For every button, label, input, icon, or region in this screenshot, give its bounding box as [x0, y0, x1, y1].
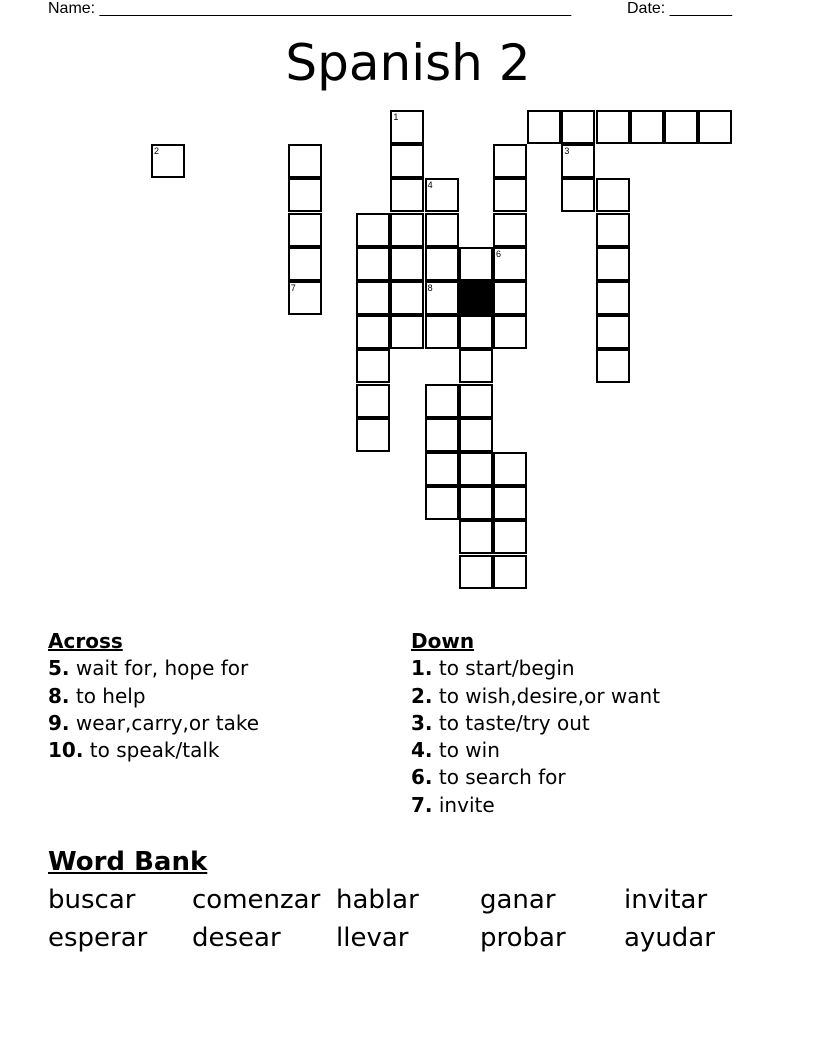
crossword-cell[interactable] [596, 281, 630, 315]
crossword-cell[interactable] [459, 555, 493, 589]
across-clues [48, 628, 259, 764]
across-clue [48, 737, 259, 764]
page-title: Spanish 2 [285, 34, 531, 92]
word-bank-title: Word Bank [48, 847, 208, 877]
across-clue [48, 683, 259, 710]
crossword-cell[interactable] [390, 178, 424, 212]
crossword-cell[interactable] [493, 555, 527, 589]
word-bank-word: ganar [480, 885, 556, 915]
crossword-cell[interactable] [493, 452, 527, 486]
crossword-cell[interactable] [561, 110, 595, 144]
across-heading: Across [48, 629, 123, 653]
clue-number: 3. [411, 710, 433, 735]
down-clues [411, 628, 660, 819]
clue-number: 5. [48, 656, 70, 681]
down-clue [411, 683, 660, 710]
crossword-cell[interactable] [390, 247, 424, 281]
crossword-cell[interactable] [596, 349, 630, 383]
crossword-cell[interactable] [630, 110, 664, 144]
word-bank-word: hablar [336, 885, 419, 915]
word-bank-word: probar [480, 923, 566, 953]
crossword-cell[interactable] [151, 144, 185, 178]
crossword-cell[interactable] [493, 213, 527, 247]
date-field: Date: _______ [627, 0, 732, 17]
down-clue [411, 792, 660, 819]
word-bank-word: llevar [336, 923, 409, 953]
word-bank-word: ayudar [624, 923, 715, 953]
crossword-black-cell [459, 281, 493, 315]
crossword-cell[interactable] [356, 213, 390, 247]
clue-text: to search for [432, 765, 566, 790]
crossword-cell[interactable] [459, 384, 493, 418]
crossword-cell[interactable] [425, 315, 459, 349]
word-bank-word: desear [192, 923, 281, 953]
crossword-cell[interactable] [288, 213, 322, 247]
crossword-cell[interactable] [356, 418, 390, 452]
crossword-cell[interactable] [356, 281, 390, 315]
word-bank-word: comenzar [192, 885, 321, 915]
clue-number: 10. [48, 738, 84, 763]
clue-number-label: 4 [427, 180, 433, 191]
word-bank-word: esperar [48, 923, 148, 953]
crossword-cell[interactable] [527, 110, 561, 144]
clue-text: to help [69, 683, 146, 708]
down-clue [411, 764, 660, 791]
crossword-cell[interactable] [493, 520, 527, 554]
clue-number: 9. [48, 710, 70, 735]
crossword-cell[interactable] [425, 178, 459, 212]
clue-number-label: 8 [427, 283, 433, 293]
crossword-cell[interactable] [356, 384, 390, 418]
crossword-cell[interactable] [390, 281, 424, 315]
crossword-cell[interactable] [493, 281, 527, 315]
crossword-cell[interactable] [596, 110, 630, 144]
clue-number-label: 3 [564, 146, 570, 157]
crossword-cell[interactable] [459, 349, 493, 383]
crossword-cell[interactable] [425, 213, 459, 247]
word-bank-word: buscar [48, 885, 136, 915]
crossword-cell[interactable] [288, 178, 322, 212]
crossword-cell[interactable] [459, 418, 493, 452]
clue-number: 7. [411, 792, 433, 817]
clue-text: to speak/talk [83, 738, 220, 763]
crossword-cell[interactable] [425, 384, 459, 418]
crossword-cell[interactable] [459, 315, 493, 349]
clue-number-label: 2 [154, 146, 160, 157]
crossword-cell[interactable] [390, 213, 424, 247]
down-clue [411, 737, 660, 764]
clue-text: wear,carry,or take [69, 710, 259, 735]
clue-number: 6. [411, 765, 433, 790]
crossword-cell[interactable] [596, 213, 630, 247]
crossword-cell[interactable] [356, 247, 390, 281]
crossword-cell[interactable] [493, 144, 527, 178]
across-clue [48, 655, 259, 682]
clue-number-label: 1 [393, 112, 399, 122]
clue-text: to start/begin [432, 656, 575, 681]
crossword-cell[interactable] [356, 315, 390, 349]
crossword-cell[interactable] [390, 144, 424, 178]
clue-number: 1. [411, 656, 433, 681]
name-field: Name: _____________________________________________________ [48, 0, 572, 17]
clue-number-label: 6 [496, 248, 502, 259]
clue-text: wait for, hope for [69, 656, 249, 681]
crossword-cell[interactable] [425, 486, 459, 520]
crossword-cell[interactable] [561, 178, 595, 212]
down-clue [411, 710, 660, 737]
crossword-cell[interactable] [596, 178, 630, 212]
clue-number-label: 7 [290, 283, 296, 293]
clue-text: to wish,desire,or want [432, 683, 661, 708]
crossword-cell[interactable] [459, 486, 493, 520]
crossword-cell[interactable] [356, 349, 390, 383]
crossword-cell[interactable] [459, 452, 493, 486]
crossword-cell[interactable] [698, 110, 732, 144]
crossword-cell[interactable] [459, 520, 493, 554]
crossword-cell[interactable] [493, 315, 527, 349]
crossword-cell[interactable] [288, 247, 322, 281]
crossword-cell[interactable] [493, 486, 527, 520]
across-clue [48, 710, 259, 737]
crossword-cell[interactable] [493, 178, 527, 212]
crossword-cell[interactable] [425, 418, 459, 452]
crossword-cell[interactable] [288, 144, 322, 178]
crossword-cell[interactable] [664, 110, 698, 144]
word-bank-word: invitar [624, 885, 708, 915]
clue-text: to taste/try out [432, 710, 590, 735]
crossword-cell[interactable] [390, 315, 424, 349]
clue-number: 8. [48, 683, 70, 708]
crossword-cell[interactable] [596, 247, 630, 281]
crossword-cell[interactable] [288, 281, 322, 315]
crossword-cell[interactable] [425, 281, 459, 315]
clue-text: invite [432, 792, 495, 817]
clue-number: 2. [411, 683, 433, 708]
crossword-cell[interactable] [459, 247, 493, 281]
down-clue [411, 655, 660, 682]
clue-number: 4. [411, 738, 433, 763]
crossword-cell[interactable] [561, 144, 595, 178]
clue-text: to win [432, 738, 500, 763]
crossword-cell[interactable] [493, 247, 527, 281]
crossword-cell[interactable] [425, 452, 459, 486]
down-heading: Down [411, 629, 475, 653]
crossword-cell[interactable] [596, 315, 630, 349]
crossword-cell[interactable] [390, 110, 424, 144]
crossword-cell[interactable] [425, 247, 459, 281]
